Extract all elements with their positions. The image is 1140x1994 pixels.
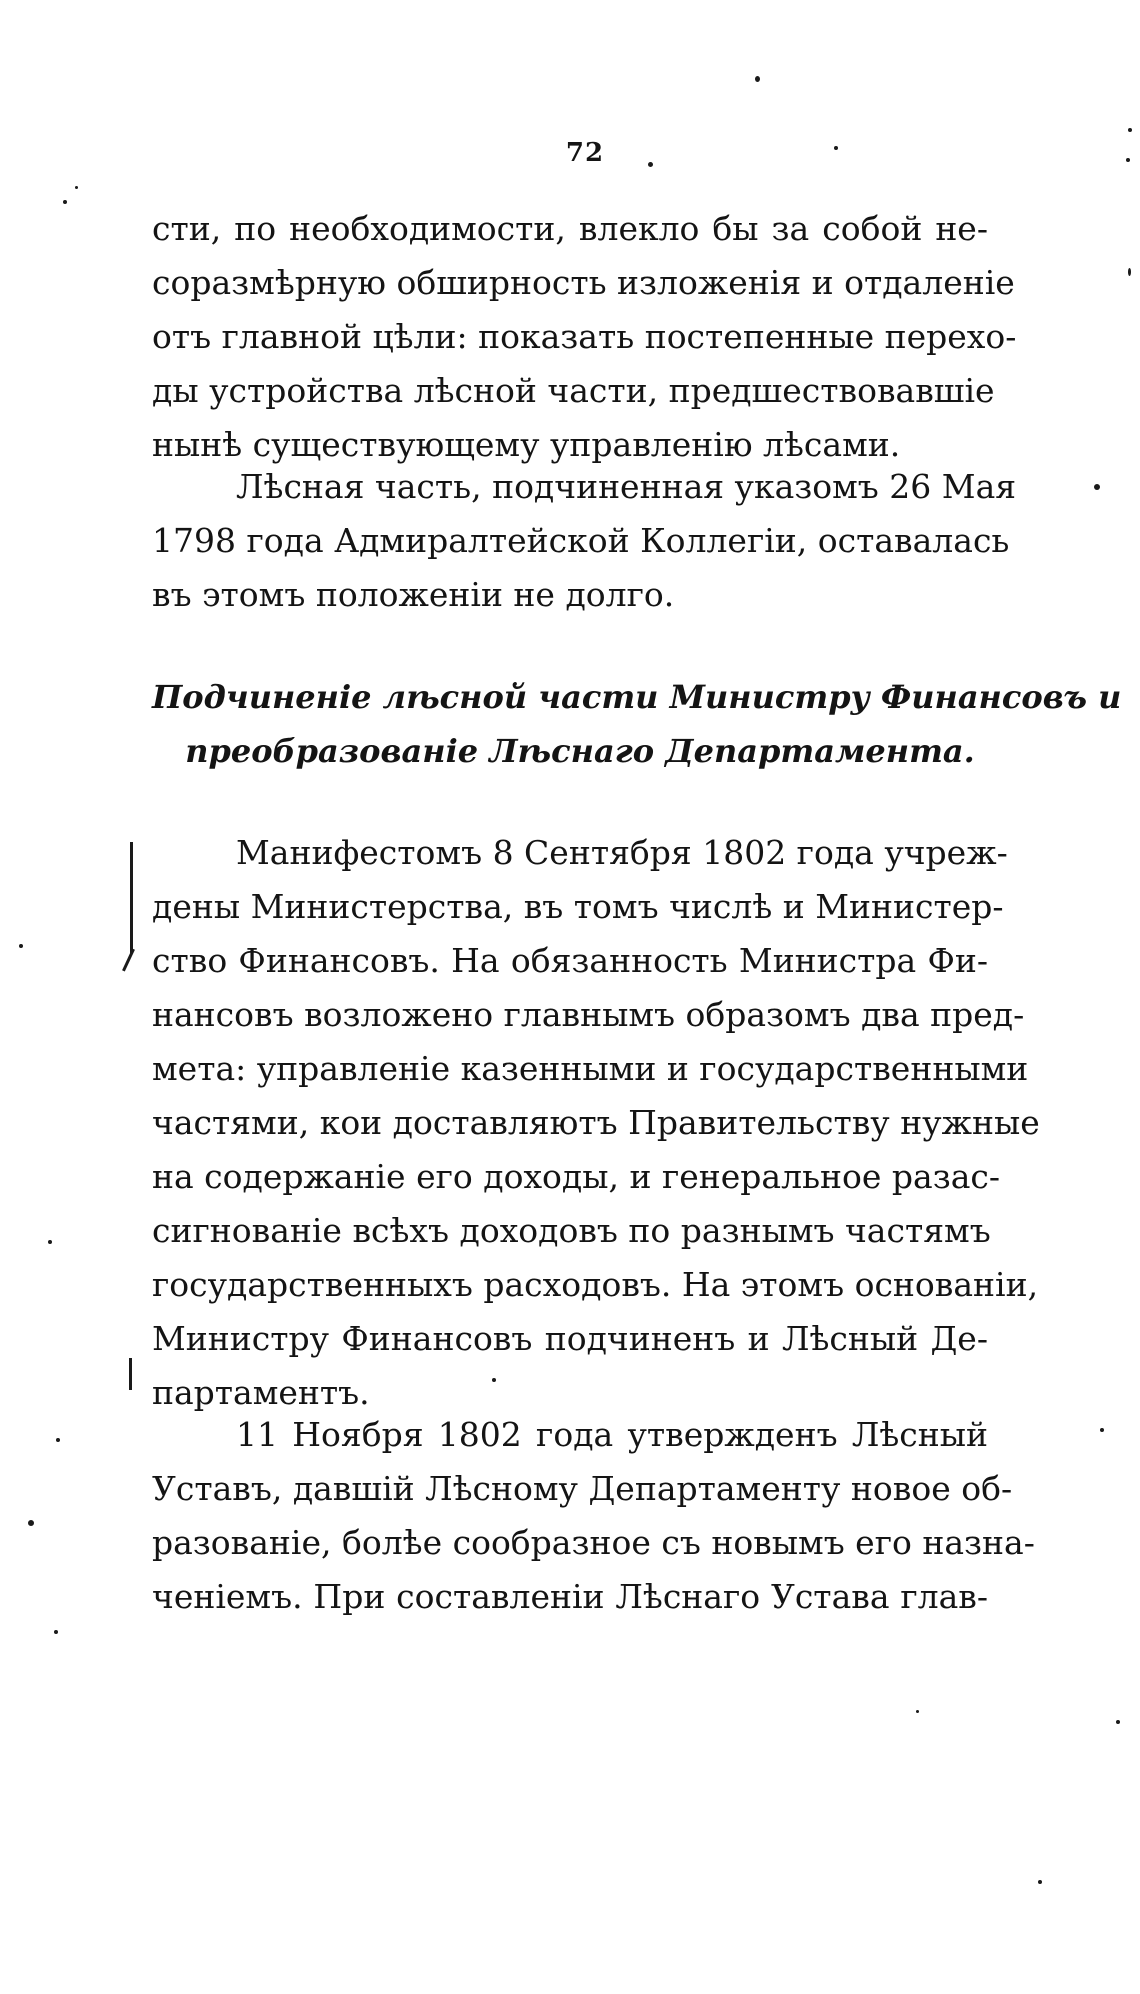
text-line: 1798 года Адмиралтейской Коллегіи, оставалась (152, 521, 1010, 560)
text-line: сти, по необходимости, влекло бы за собой не- (152, 209, 988, 248)
heading-line: преобразованіе Лѣснаго Департамента. (185, 732, 975, 770)
text-line: нансовъ возложено главнымъ образомъ два пред- (152, 995, 1025, 1034)
scan-speck (755, 76, 760, 82)
heading-line: Подчиненіе лѣсной части Министру Финансовъ и (152, 678, 1122, 716)
scan-speck (492, 1378, 496, 1382)
text-line: Лѣсная часть, подчиненная указомъ 26 Мая (236, 467, 1017, 506)
text-line: 11 Ноября 1802 года утвержденъ Лѣсный (236, 1415, 988, 1454)
scan-speck (75, 186, 78, 189)
text-line: на содержаніе его доходы, и генеральное разас- (152, 1157, 1001, 1196)
scan-speck (648, 162, 653, 167)
paragraph-forest-statute (152, 1408, 1035, 1624)
paragraph-forest-department (152, 460, 1017, 622)
text-line: разованіе, болѣе сообразное съ новымъ его назна- (152, 1523, 1035, 1562)
text-line: дены Министерства, въ томъ числѣ и Министер- (152, 887, 1004, 926)
text-line: государственныхъ расходовъ. На этомъ основаніи, (152, 1265, 1039, 1304)
text-line: ды устройства лѣсной части, предшествовавшіе (152, 371, 995, 410)
scan-speck (1126, 158, 1130, 162)
text-line: соразмѣрную обширность изложенія и отдаленіе (152, 263, 1015, 302)
scan-speck (1094, 484, 1100, 490)
margin-line-mark (130, 842, 133, 954)
text-line: частями, кои доставляютъ Правительству нужные (152, 1103, 1040, 1142)
text-line: ство Финансовъ. На обязанность Министра Фи- (152, 941, 988, 980)
text-line: нынѣ существующему управленію лѣсами. (152, 425, 901, 464)
margin-line-mark (129, 1358, 132, 1390)
scan-speck (48, 1240, 52, 1244)
paragraph-manifesto (152, 826, 1040, 1420)
section-heading (152, 670, 1122, 778)
text-line: отъ главной цѣли: показать постепенные перехо- (152, 317, 1017, 356)
scan-speck (63, 200, 67, 204)
margin-bracket-mark (122, 948, 135, 971)
text-line: сигнованіе всѣхъ доходовъ по разнымъ частямъ (152, 1211, 991, 1250)
scan-speck (1038, 1880, 1042, 1884)
scan-speck (1116, 1720, 1120, 1724)
scan-speck (56, 1438, 60, 1442)
scan-speck (54, 1630, 58, 1634)
scan-speck (1128, 128, 1132, 132)
text-line: Уставъ, давшій Лѣсному Департаменту новое об- (152, 1469, 1013, 1508)
text-line: Манифестомъ 8 Сентября 1802 года учреж- (236, 833, 1008, 872)
scan-speck (28, 1520, 34, 1526)
text-line: въ этомъ положеніи не долго. (152, 575, 675, 614)
scan-speck (834, 146, 838, 150)
page-number: 72 (565, 138, 605, 168)
scan-speck (1128, 268, 1131, 276)
text-line: мета: управленіе казенными и государственными (152, 1049, 1029, 1088)
scan-speck (19, 944, 23, 948)
scan-speck (916, 1710, 919, 1713)
text-line: партаментъ. (152, 1373, 370, 1412)
text-line: Министру Финансовъ подчиненъ и Лѣсный Де- (152, 1319, 988, 1358)
scan-speck (1100, 1428, 1104, 1432)
text-line: ченіемъ. При составленіи Лѣснаго Устава глав- (152, 1577, 988, 1616)
paragraph-continuation (152, 202, 1017, 472)
